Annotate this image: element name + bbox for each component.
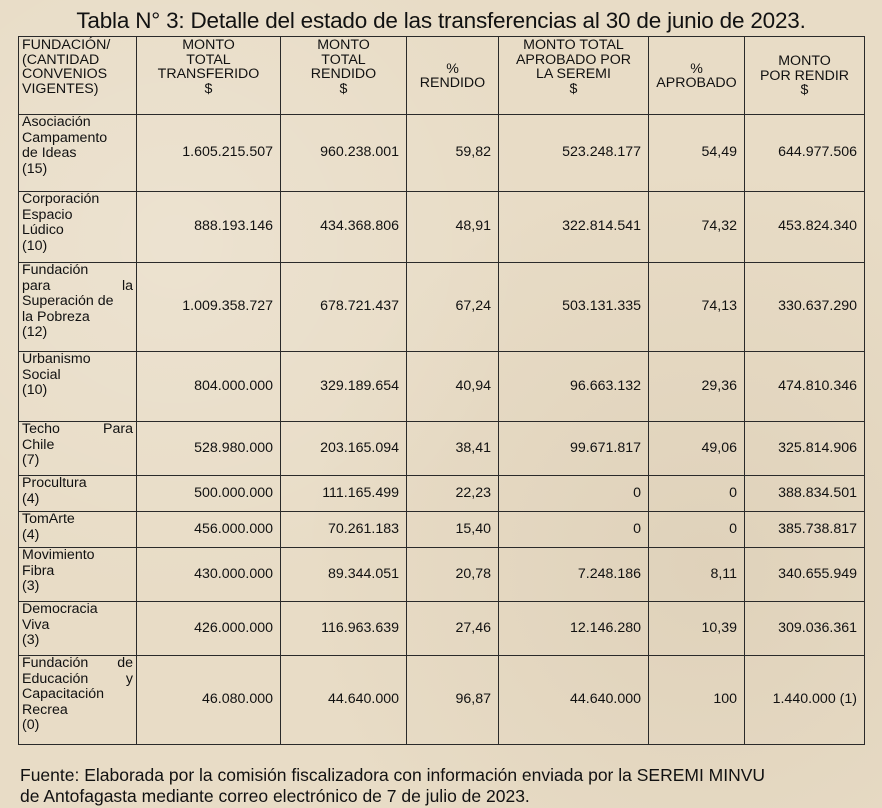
foundation-name-cell: Democracia Viva (3) [19, 602, 137, 656]
cell-pct-rendido: 96,87 [407, 656, 499, 745]
header-monto-rendido: MONTO TOTAL RENDIDO $ [281, 37, 407, 115]
cell-pct-rendido: 20,78 [407, 548, 499, 602]
cell-aprobado: 523.248.177 [499, 115, 649, 192]
cell-rendido: 678.721.437 [281, 263, 407, 352]
header-row [19, 37, 865, 115]
cell-pct-rendido: 59,82 [407, 115, 499, 192]
table-row [19, 352, 865, 422]
table-title: Tabla N° 3: Detalle del estado de las transferencias al 30 de junio de 2023. [76, 8, 806, 33]
cell-pct-rendido: 40,94 [407, 352, 499, 422]
cell-pct-aprobado: 74,13 [649, 263, 745, 352]
foundation-name-cell: TomArte (4) [19, 512, 137, 548]
cell-por-rendir: 309.036.361 [745, 602, 865, 656]
table-row [19, 548, 865, 602]
cell-pct-aprobado: 0 [649, 512, 745, 548]
transfers-table [18, 36, 865, 745]
cell-pct-rendido: 67,24 [407, 263, 499, 352]
cell-rendido: 70.261.183 [281, 512, 407, 548]
cell-por-rendir: 325.814.906 [745, 422, 865, 476]
foundation-name-cell: Fundación para la Superación de la Pobreza (12) [19, 263, 137, 352]
table-row [19, 422, 865, 476]
cell-pct-rendido: 22,23 [407, 476, 499, 512]
cell-aprobado: 12.146.280 [499, 602, 649, 656]
cell-aprobado: 7.248.186 [499, 548, 649, 602]
cell-transferido: 1.009.358.727 [137, 263, 281, 352]
table-row [19, 656, 865, 745]
cell-rendido: 44.640.000 [281, 656, 407, 745]
table-row [19, 115, 865, 192]
header-pct-rendido: % RENDIDO [407, 37, 499, 115]
cell-por-rendir: 453.824.340 [745, 192, 865, 263]
cell-pct-aprobado: 100 [649, 656, 745, 745]
cell-pct-rendido: 48,91 [407, 192, 499, 263]
cell-transferido: 430.000.000 [137, 548, 281, 602]
table-row [19, 512, 865, 548]
cell-transferido: 804.000.000 [137, 352, 281, 422]
foundation-name-cell: Urbanismo Social (10) [19, 352, 137, 422]
cell-pct-aprobado: 74,32 [649, 192, 745, 263]
cell-pct-rendido: 27,46 [407, 602, 499, 656]
cell-transferido: 1.605.215.507 [137, 115, 281, 192]
header-pct-aprobado: % APROBADO [649, 37, 745, 115]
cell-rendido: 89.344.051 [281, 548, 407, 602]
cell-transferido: 46.080.000 [137, 656, 281, 745]
cell-pct-rendido: 15,40 [407, 512, 499, 548]
cell-transferido: 888.193.146 [137, 192, 281, 263]
table-row [19, 192, 865, 263]
cell-pct-aprobado: 49,06 [649, 422, 745, 476]
header-fundacion: FUNDACIÓN/ (CANTIDAD CONVENIOS VIGENTES) [19, 37, 137, 115]
cell-pct-aprobado: 8,11 [649, 548, 745, 602]
cell-pct-rendido: 38,41 [407, 422, 499, 476]
foundation-name-cell: Asociación Campamento de Ideas (15) [19, 115, 137, 192]
table-row [19, 263, 865, 352]
cell-transferido: 426.000.000 [137, 602, 281, 656]
cell-pct-aprobado: 10,39 [649, 602, 745, 656]
header-monto-por-rendir: MONTO POR RENDIR $ [745, 37, 865, 115]
cell-por-rendir: 1.440.000 (1) [745, 656, 865, 745]
cell-rendido: 111.165.499 [281, 476, 407, 512]
cell-aprobado: 322.814.541 [499, 192, 649, 263]
source-footnote [20, 765, 870, 807]
cell-por-rendir: 388.834.501 [745, 476, 865, 512]
footer-line: Fuente: Elaborada por la comisión fiscalizadora con información enviada por la SEREMI MINVU [20, 765, 766, 785]
foundation-name-cell: Techo Para Chile (7) [19, 422, 137, 476]
cell-aprobado: 503.131.335 [499, 263, 649, 352]
cell-rendido: 434.368.806 [281, 192, 407, 263]
cell-rendido: 203.165.094 [281, 422, 407, 476]
cell-por-rendir: 385.738.817 [745, 512, 865, 548]
cell-por-rendir: 340.655.949 [745, 548, 865, 602]
foundation-name-cell: Corporación Espacio Lúdico (10) [19, 192, 137, 263]
cell-pct-aprobado: 29,36 [649, 352, 745, 422]
header-monto-aprobado: MONTO TOTAL APROBADO POR LA SEREMI $ [499, 37, 649, 115]
cell-por-rendir: 330.637.290 [745, 263, 865, 352]
cell-rendido: 116.963.639 [281, 602, 407, 656]
cell-aprobado: 44.640.000 [499, 656, 649, 745]
cell-aprobado: 0 [499, 512, 649, 548]
cell-transferido: 456.000.000 [137, 512, 281, 548]
cell-por-rendir: 474.810.346 [745, 352, 865, 422]
footer-line: de Antofagasta mediante correo electrónico de 7 de julio de 2023. [20, 786, 530, 806]
foundation-name-cell: Movimiento Fibra (3) [19, 548, 137, 602]
cell-pct-aprobado: 0 [649, 476, 745, 512]
cell-transferido: 500.000.000 [137, 476, 281, 512]
cell-pct-aprobado: 54,49 [649, 115, 745, 192]
cell-aprobado: 96.663.132 [499, 352, 649, 422]
cell-aprobado: 0 [499, 476, 649, 512]
table-row [19, 476, 865, 512]
cell-aprobado: 99.671.817 [499, 422, 649, 476]
cell-por-rendir: 644.977.506 [745, 115, 865, 192]
foundation-name-cell: Procultura (4) [19, 476, 137, 512]
header-monto-transferido: MONTO TOTAL TRANSFERIDO $ [137, 37, 281, 115]
table-row [19, 602, 865, 656]
foundation-name-cell: Fundación de Educación y Capacitación Recrea (0) [19, 656, 137, 745]
cell-transferido: 528.980.000 [137, 422, 281, 476]
cell-rendido: 960.238.001 [281, 115, 407, 192]
cell-rendido: 329.189.654 [281, 352, 407, 422]
